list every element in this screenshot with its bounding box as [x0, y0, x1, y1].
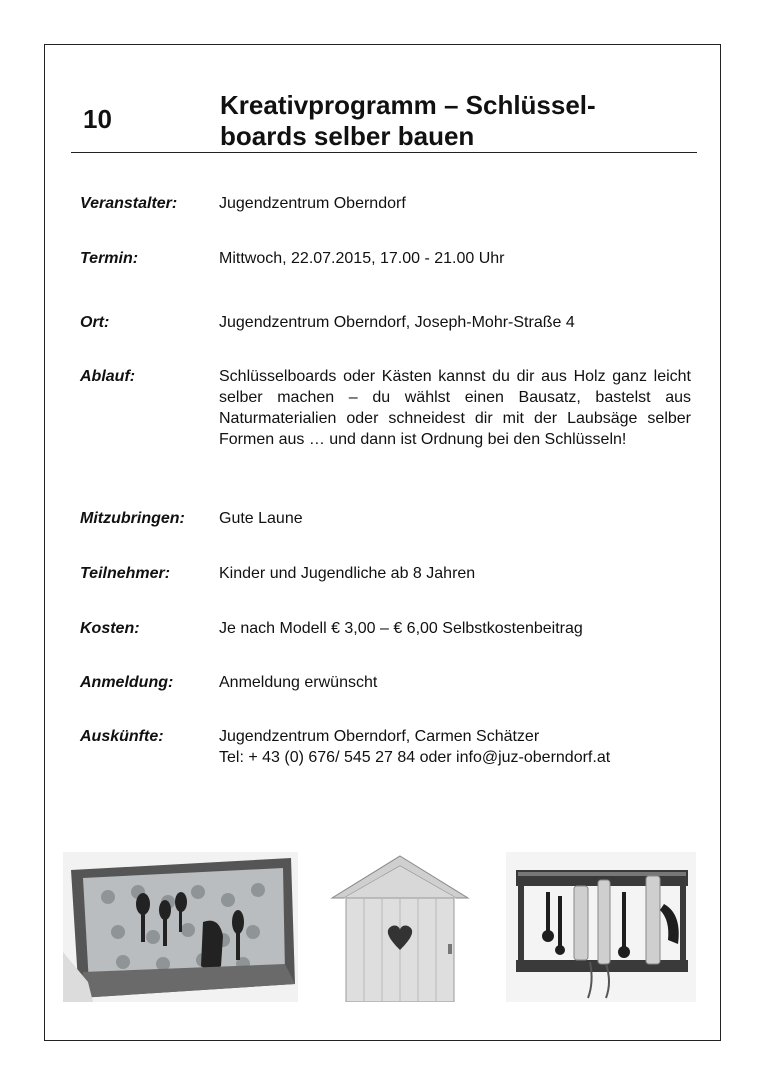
- label-kosten: Kosten:: [80, 620, 140, 637]
- program-number: 10: [83, 104, 112, 134]
- key-box-image: [63, 852, 298, 1002]
- birdhouse-image: [330, 852, 470, 1002]
- label-ablauf: Ablauf:: [80, 368, 136, 385]
- label-auskuenfte: Auskünfte:: [80, 728, 164, 745]
- value-anmeldung: Anmeldung erwünscht: [219, 674, 378, 691]
- title-line-1: Kreativprogramm – Schlüssel-: [220, 90, 596, 120]
- label-teilnehmer: Teilnehmer:: [80, 565, 171, 582]
- label-veranstalter: Veranstalter:: [80, 195, 178, 212]
- branch-key-rack-photo: [506, 852, 696, 1002]
- title-line-2: boards selber bauen: [220, 121, 475, 151]
- value-auskuenfte: [219, 726, 691, 768]
- birdhouse-key-cabinet-photo: [330, 852, 470, 1002]
- value-ablauf: Schlüsselboards oder Kästen kannst du dir aus Holz ganz leicht selber machen – du wählst einen Bausatz, bastelst aus Naturmaterialien oder schneidest dir mit der Laubsäge selber Formen aus … und dann ist Ordnung bei den Schlüsseln!: [219, 368, 691, 448]
- value-teilnehmer: Kinder und Jugendliche ab 8 Jahren: [219, 565, 476, 582]
- branch-rack-image: [506, 852, 696, 1002]
- value-ort: Jugendzentrum Oberndorf, Joseph-Mohr-Straße 4: [219, 314, 575, 331]
- value-kosten: Je nach Modell € 3,00 – € 6,00 Selbstkostenbeitrag: [219, 620, 583, 637]
- label-mitzubringen: Mitzubringen:: [80, 510, 185, 527]
- label-ort: Ort:: [80, 314, 110, 331]
- value-auskuenfte-line-1: Jugendzentrum Oberndorf, Carmen Schätzer: [219, 728, 540, 745]
- title-divider: [71, 152, 697, 153]
- label-termin: Termin:: [80, 250, 139, 267]
- value-mitzubringen: Gute Laune: [219, 510, 303, 527]
- value-auskuenfte-line-2: Tel: + 43 (0) 676/ 545 27 84 oder info@juz-oberndorf.at: [219, 749, 611, 766]
- label-anmeldung: Anmeldung:: [80, 674, 174, 691]
- page-title: [220, 90, 680, 152]
- value-termin: Mittwoch, 22.07.2015, 17.00 - 21.00 Uhr: [219, 250, 505, 267]
- value-veranstalter: Jugendzentrum Oberndorf: [219, 195, 406, 212]
- key-box-photo: [63, 852, 298, 1002]
